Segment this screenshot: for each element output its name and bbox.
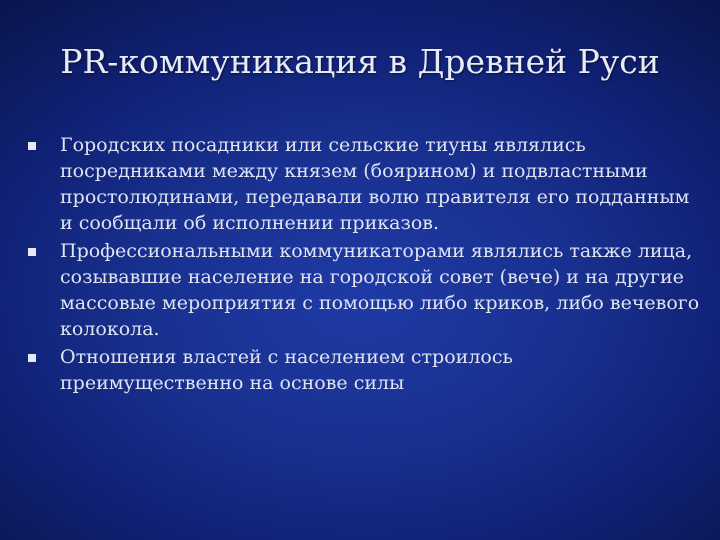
- bullet-list: [28, 132, 700, 398]
- square-bullet-icon: [28, 248, 36, 256]
- bullet-item: [28, 132, 700, 236]
- bullet-text: Профессиональными коммуникаторами являлись также лица, созывавшие население на городской совет (вече) и на другие массовые мероприятия с помощью либо криков, либо вечевого колокола.: [60, 240, 700, 340]
- square-bullet-icon: [28, 142, 36, 150]
- slide-title: PR-коммуникация в Древней Руси: [60, 42, 660, 81]
- bullet-item: [28, 344, 700, 396]
- bullet-text: Отношения властей с населением строилось преимущественно на основе силы: [60, 346, 513, 394]
- bullet-item: [28, 238, 700, 342]
- square-bullet-icon: [28, 354, 36, 362]
- bullet-text: Городских посадники или сельские тиуны являлись посредниками между князем (боярином) и подвластными простолюдинами, передавали волю правителя его подданным и сообщали об исполнении приказов.: [60, 134, 690, 234]
